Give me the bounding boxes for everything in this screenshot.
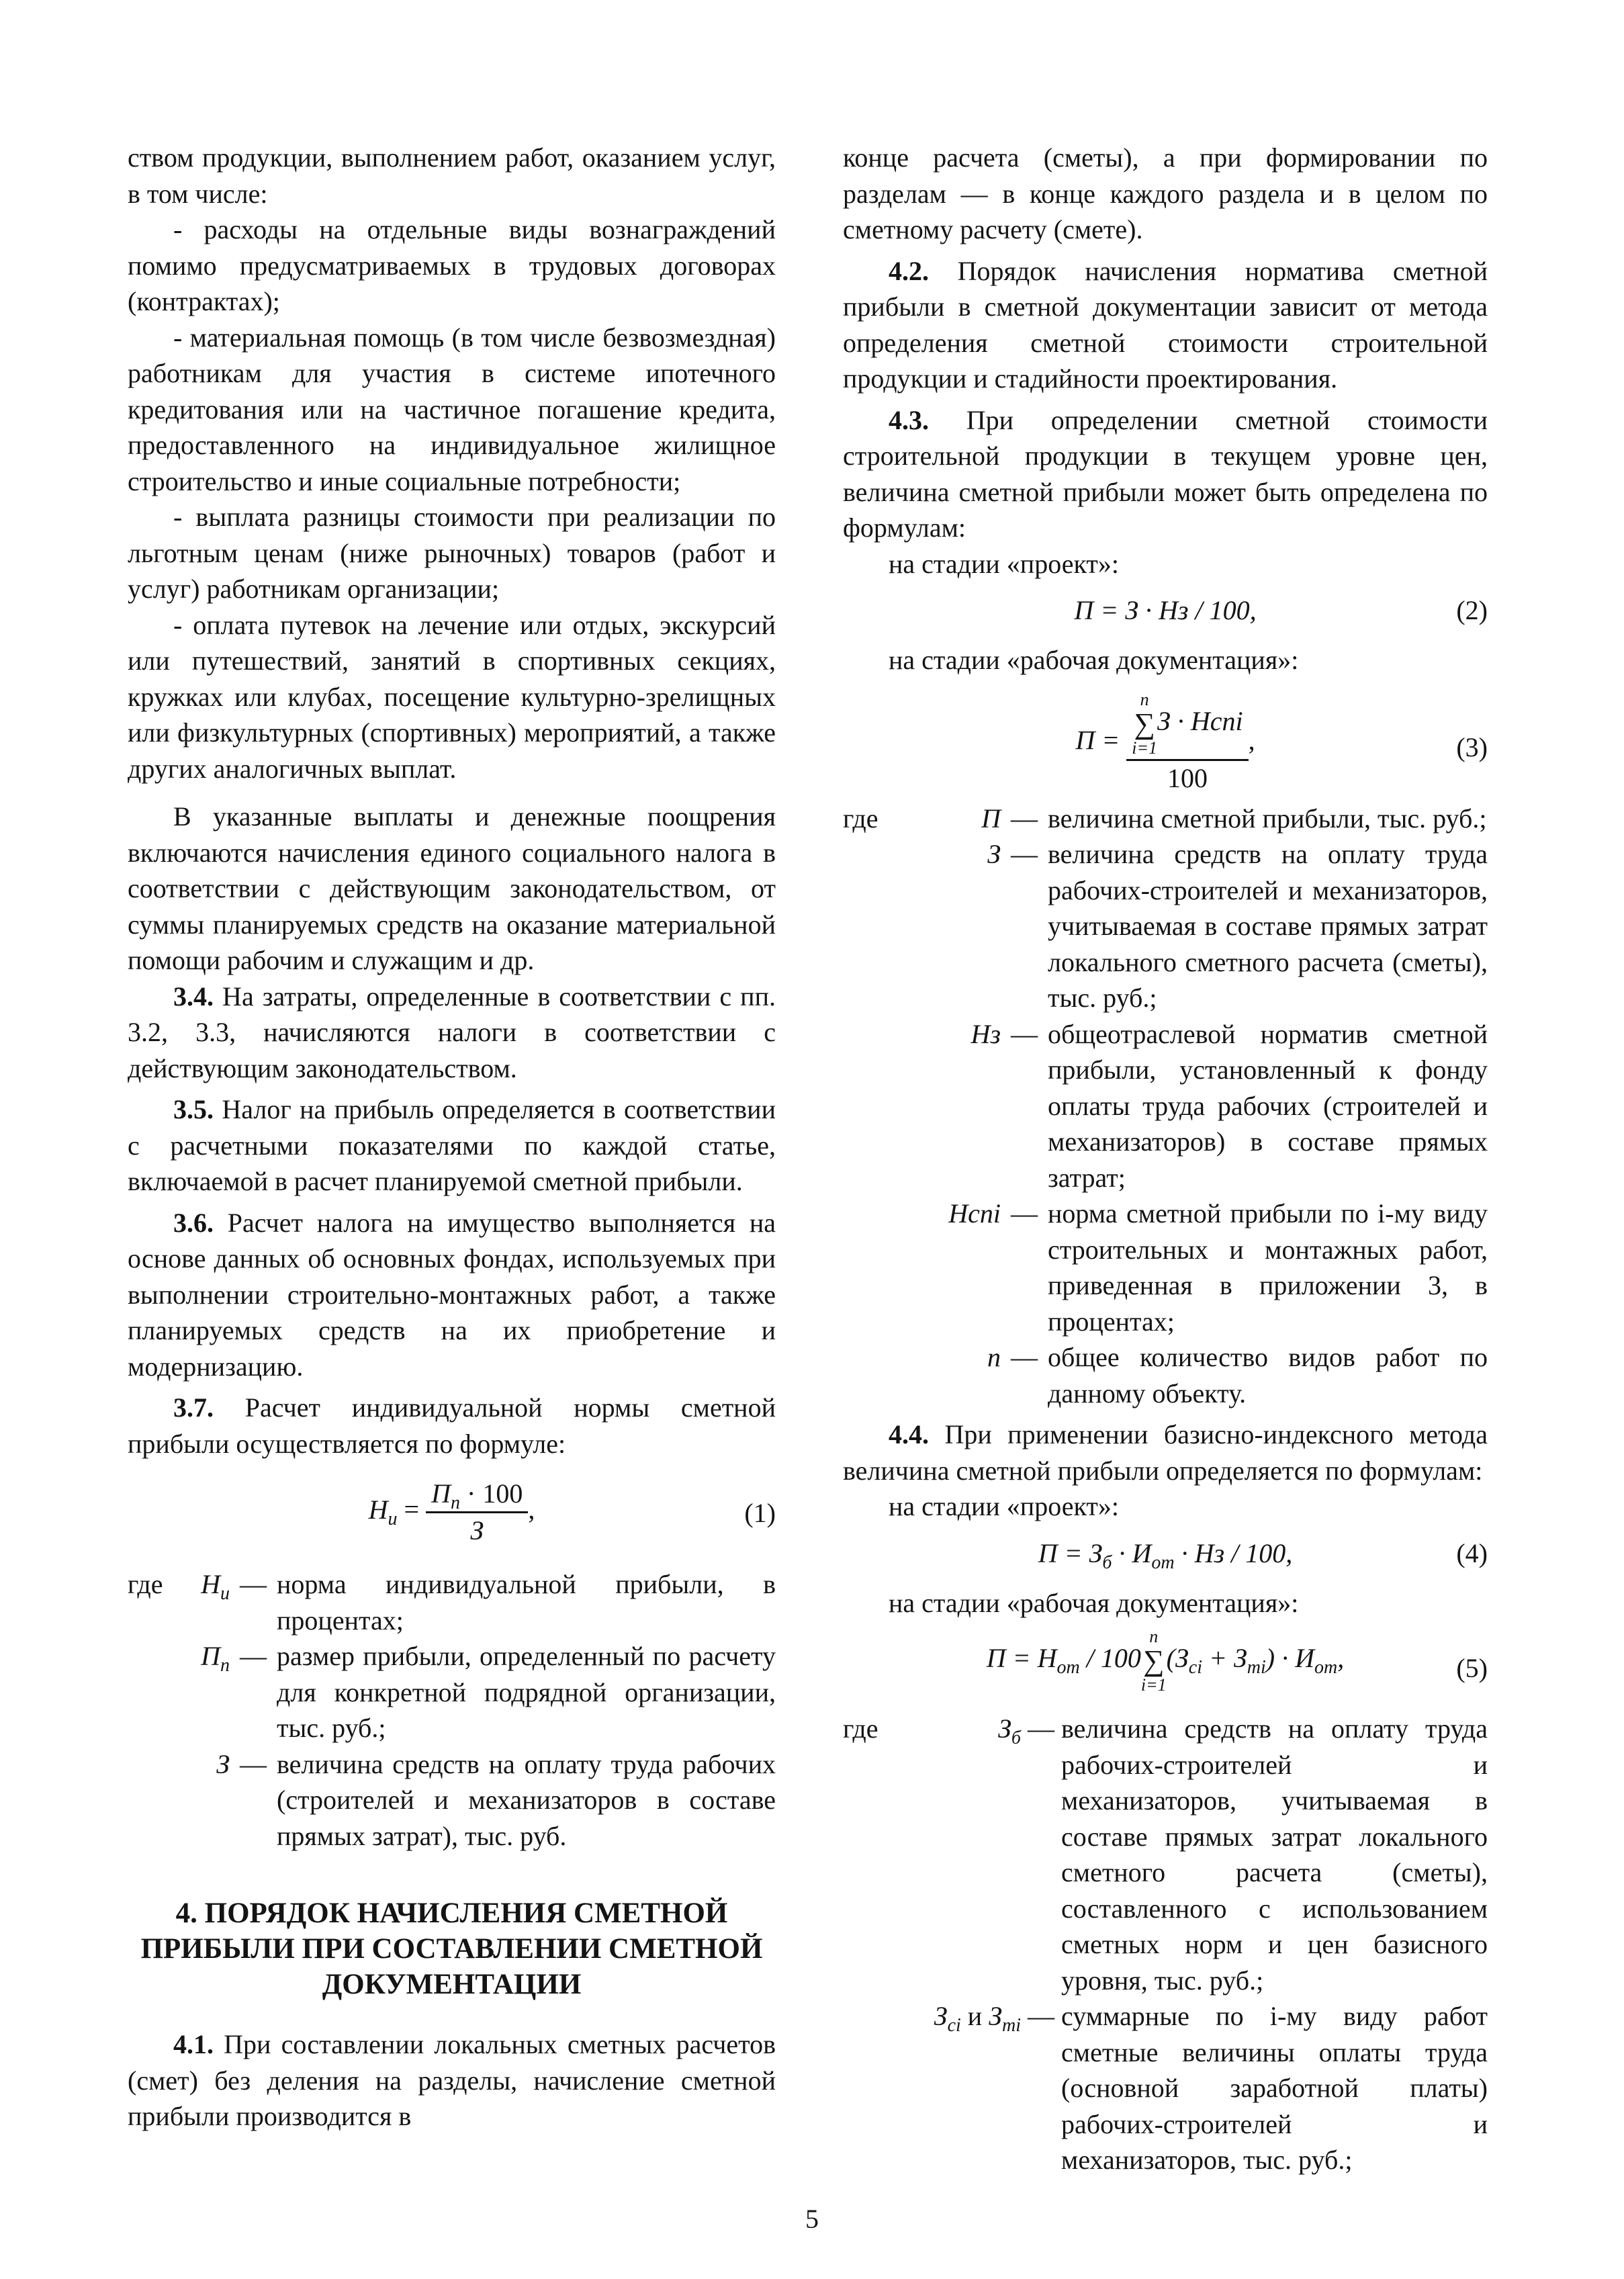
symbol: П	[981, 803, 1001, 834]
paragraph-continuation: конце расчета (сметы), а при формировании по разделам — в конце каждого раздела и в целом по сметному расчету (смете).	[843, 142, 1488, 244]
definition-symbol	[920, 1196, 1001, 1339]
definition-lead	[843, 1196, 920, 1339]
symbol-conjunction: и	[960, 2001, 989, 2031]
definition-symbol	[920, 836, 1001, 1016]
section-text: На затраты, определенные в соответствии с пп. 3.2, 3.3, начисляются налоги в соответствии с действующим законодательством.	[128, 981, 776, 1083]
definition-lead: где	[128, 1569, 163, 1599]
symbol: n	[987, 1342, 1001, 1372]
formula-5: $П = Н_{от} / 100$ n ∑ i=1 $(З_{ci} + З_{mi}) \cdot И_{от}$, (5)	[986, 1627, 1488, 1695]
definition-row	[843, 1016, 1488, 1196]
symbol: Н	[201, 1569, 220, 1599]
definition-symbol	[920, 1016, 1001, 1196]
symbol-subscript: б	[1011, 1728, 1021, 1748]
section-number: 4.3.	[889, 404, 929, 435]
definition-lead	[843, 1998, 920, 2178]
definition-dash: —	[1011, 1198, 1038, 1228]
formula-lhs: $Н_и$	[368, 1494, 398, 1529]
definition-symbol	[175, 1566, 230, 1638]
definition-symbol	[920, 1998, 1021, 2178]
definition-dash: —	[1028, 1713, 1054, 1744]
definition-text: величина сметной прибыли, тыс. руб.;	[1048, 803, 1487, 834]
definition-symbol	[920, 801, 1001, 837]
symbol-subscript: mi	[1002, 2015, 1021, 2036]
symbol-subscript: п	[220, 1655, 230, 1676]
definition-lead	[843, 1339, 920, 1411]
definition-dash: —	[240, 1641, 267, 1671]
paragraph: В указанные выплаты и денежные поощрения включаются начисления единого социального налога в соответствии с действующим законодательством, от суммы планируемых средств на оказание материальной помощи рабочим и служащим и др.	[128, 801, 776, 975]
formula-3: П = n ∑ i=1 З · Нспi 100 , (3)	[843, 690, 1488, 791]
formula-number: (3)	[1456, 731, 1488, 762]
definition-text: размер прибыли, определенный по расчету для конкретной подрядной организации, тыс. руб.;	[277, 1641, 776, 1743]
definition-dash: —	[240, 1748, 267, 1779]
definition-row	[843, 1998, 1488, 2178]
section-3-5	[128, 1091, 776, 1200]
definition-dash: —	[1028, 2001, 1054, 2031]
symbol: Нз	[971, 1018, 1001, 1049]
definition-row	[843, 1196, 1488, 1339]
section-number: 4.1.	[173, 2029, 214, 2059]
right-column	[843, 140, 1488, 2178]
formula-1: $Н_и$ = $\frac{П_п \cdot 100}{З}$ , (1)	[128, 1476, 776, 1557]
list-item: - материальная помощь (в том числе безвозмездная) работникам для участия в системе ипотечного кредитования или на частичное погашение кредита, предоставленного на индивидуальное жилищное строительство и иные социальные потребности;	[128, 322, 776, 496]
formula-number: (2)	[1456, 595, 1488, 625]
page-number: 5	[805, 2204, 819, 2234]
section-4-1	[128, 2026, 776, 2135]
formula-number: (4)	[1456, 1537, 1488, 1568]
section-number: 4.2.	[889, 255, 929, 286]
formula-fraction: n ∑ i=1 З · Нспi 100	[1126, 690, 1248, 796]
definition-dash: —	[1011, 803, 1038, 834]
definitions-list	[843, 801, 1488, 1412]
definition-row	[843, 1339, 1488, 1411]
definition-lead	[128, 1638, 175, 1746]
list-item: - выплата разницы стоимости при реализации по льготным ценам (ниже рыночных) товаров (работ и услуг) работникам организации;	[128, 502, 776, 604]
section-4-4	[843, 1417, 1488, 1488]
formula-expression: П = З · Нз / 100,	[1074, 595, 1257, 625]
definition-lead	[843, 1016, 920, 1196]
section-text: Расчет налога на имущество выполняется на основе данных об основных фондах, используемых при выполнении строительно-монтажных работ, а также планируемых средств на их приобретение и модернизацию.	[128, 1207, 776, 1382]
definition-dash: —	[1011, 1018, 1038, 1049]
formula-4	[843, 1535, 1488, 1576]
section-heading: 4. ПОРЯДОК НАЧИСЛЕНИЯ СМЕТНОЙ ПРИБЫЛИ ПРИ СОСТАВЛЕНИИ СМЕТНОЙ ДОКУМЕНТАЦИИ	[140, 1897, 763, 2000]
section-text: Порядок начисления норматива сметной прибыли в сметной документации зависит от метода определения сметной стоимости строительной продукции и стадийности проектирования.	[843, 255, 1488, 394]
definition-text: величина средств на оплату труда рабочих (строителей и механизаторов в составе прямых затрат), тыс. руб.	[277, 1748, 776, 1851]
definition-symbol	[175, 1638, 230, 1746]
formula-number: (1)	[744, 1498, 776, 1528]
stage-label: на стадии «проект»:	[889, 1491, 1119, 1521]
definition-lead	[843, 836, 920, 1016]
formula-2	[843, 592, 1488, 633]
formula-fraction: $\frac{П_п \cdot 100}{З}$	[426, 1476, 528, 1548]
symbol: Нспi	[948, 1198, 1001, 1228]
symbol: З	[989, 2001, 1002, 2031]
section-text: При составлении локальных сметных расчетов (смет) без деления на разделы, начисление сметной прибыли производится в	[128, 2029, 776, 2131]
section-3-7	[128, 1390, 776, 1462]
definition-dash: —	[1011, 1342, 1038, 1372]
stage-label: на стадии «рабочая документация»:	[889, 645, 1299, 675]
stage-label: на стадии «рабочая документация»:	[889, 1587, 1299, 1618]
symbol-subscript: и	[220, 1583, 230, 1604]
definition-symbol	[175, 1746, 230, 1855]
definition-lead: где	[843, 803, 878, 834]
section-text: При применении базисно-индексного метода величина сметной прибыли определяется по формулам:	[843, 1419, 1488, 1486]
symbol: З	[998, 1713, 1011, 1744]
section-number: 3.6.	[173, 1207, 214, 1238]
symbol: З	[987, 839, 1001, 869]
definition-row	[128, 1638, 776, 1746]
section-text: Расчет индивидуальной нормы сметной прибыли осуществляется по формуле:	[128, 1392, 776, 1459]
definition-dash: —	[1011, 839, 1038, 869]
definition-text: суммарные по i-му виду работ сметные величины оплаты труда (основной заработной платы) рабочих-строителей и механизаторов, тыс. руб.;	[1061, 2001, 1488, 2175]
definition-row	[843, 836, 1488, 1016]
symbol: З	[216, 1748, 230, 1779]
definition-text: величина средств на оплату труда рабочих-строителей и механизаторов, учитываемая в составе прямых затрат локального сметного расчета (сметы), составленного с использованием сметных норм и цен базисного уровня, тыс. руб.;	[1061, 1713, 1488, 1996]
list-item: - расходы на отдельные виды вознаграждений помимо предусматриваемых в трудовых договорах (контрактах);	[128, 214, 776, 316]
definition-symbol	[920, 1711, 1021, 1998]
section-4-3	[843, 402, 1488, 546]
section-number: 3.5.	[173, 1094, 214, 1124]
definition-text: общеотраслевой норматив сметной прибыли, установленный к фонду оплаты труда рабочих (строителей и механизаторов) в составе прямых затрат;	[1048, 1018, 1488, 1193]
section-number: 3.4.	[173, 981, 214, 1012]
definition-row	[843, 801, 1488, 837]
definition-text: величина средств на оплату труда рабочих-строителей и механизаторов, учитываемая в составе прямых затрат локального сметного расчета (сметы), тыс. руб.;	[1048, 839, 1488, 1013]
symbol: П	[201, 1641, 220, 1671]
section-4-2	[843, 253, 1488, 397]
list-item: - оплата путевок на лечение или отдых, экскурсий или путешествий, занятий в спортивных секциях, кружках или клубах, посещение культурно-зрелищных или физкультурных (спортивных) мероприятий, а также других аналогичных выплат.	[128, 609, 776, 784]
stage-label: на стадии «проект»:	[889, 548, 1119, 579]
section-3-4	[128, 979, 776, 1087]
definition-row	[843, 1711, 1488, 1998]
definition-lead	[128, 1746, 175, 1855]
section-3-6	[128, 1205, 776, 1385]
definitions-list	[128, 1566, 776, 1854]
left-column	[128, 140, 776, 2135]
section-text: Налог на прибыль определяется в соответствии с расчетными показателями по каждой статье, включаемой в расчет планируемой сметной прибыли.	[128, 1094, 776, 1196]
definition-row	[128, 1566, 776, 1638]
formula-expression: $П = З_б \cdot И_{от}$ · Нз / 100,	[1038, 1537, 1293, 1573]
definition-text: норма сметной прибыли по i-му виду строительных и монтажных работ, приведенная в приложении 3, в процентах;	[1048, 1198, 1488, 1337]
definition-row	[128, 1746, 776, 1855]
paragraph-continuation: ством продукции, выполнением работ, оказанием услуг, в том числе:	[128, 142, 776, 209]
definition-text: норма индивидуальной прибыли, в процентах;	[277, 1569, 776, 1636]
definitions-list	[843, 1711, 1488, 2178]
section-text: При определении сметной стоимости строительной продукции в текущем уровне цен, величина сметной прибыли может быть определена по формулам:	[843, 404, 1488, 543]
symbol: З	[934, 2001, 948, 2031]
sum-sign: n ∑ i=1	[1132, 689, 1158, 758]
definition-text: общее количество видов работ по данному объекту.	[1048, 1342, 1488, 1409]
definition-symbol	[920, 1339, 1001, 1411]
symbol-subscript: ci	[947, 2015, 961, 2036]
sum-sign: n ∑ i=1	[1140, 1627, 1167, 1695]
formula-number: (5)	[1456, 1653, 1488, 1683]
section-number: 4.4.	[889, 1419, 929, 1449]
definition-lead: где	[843, 1713, 878, 1744]
section-number: 3.7.	[173, 1392, 214, 1423]
definition-dash: —	[240, 1569, 267, 1599]
